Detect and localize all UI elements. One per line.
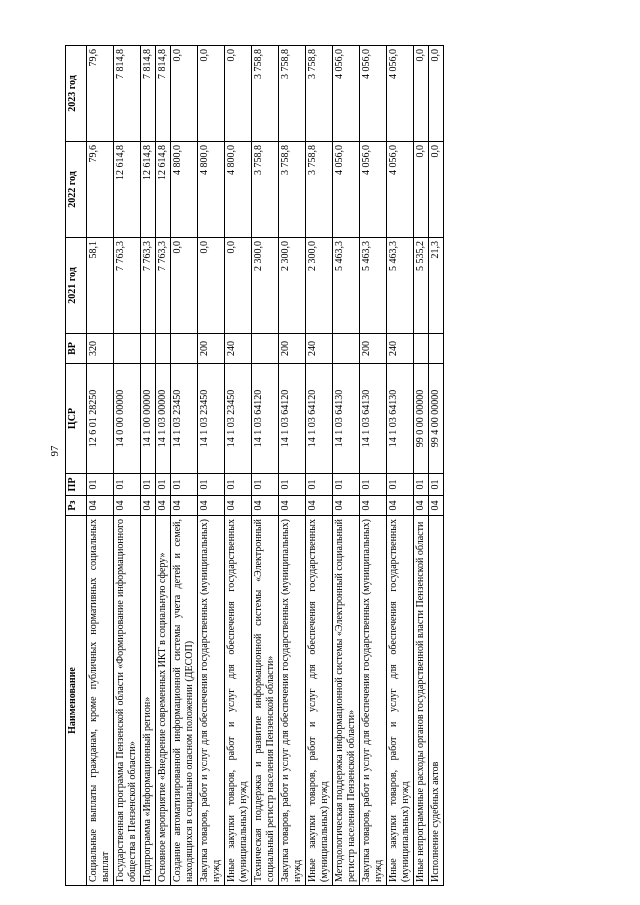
cell-2022: 0,0 bbox=[414, 142, 429, 238]
table-row bbox=[87, 46, 114, 886]
cell-name: Закупка товаров, работ и услуг для обеспечения государственных (муниципальных) нужд bbox=[279, 516, 306, 886]
cell-csr: 14 1 03 23450 bbox=[225, 364, 252, 474]
cell-csr: 14 1 03 64120 bbox=[252, 364, 279, 474]
cell-name: Методологическая поддержка информационной системы «Электронный социальный регистр населения Пензенской области» bbox=[333, 516, 360, 886]
cell-vr bbox=[252, 334, 279, 364]
table-row bbox=[387, 46, 414, 886]
cell-pr: 01 bbox=[252, 474, 279, 496]
cell-2021: 7 763,3 bbox=[156, 238, 171, 334]
header-2022: 2022 год bbox=[66, 142, 87, 238]
cell-vr bbox=[414, 334, 429, 364]
cell-2022: 4 056,0 bbox=[387, 142, 414, 238]
cell-name: Основное мероприятие «Внедрение современных ИКТ в социальную сферу» bbox=[156, 516, 171, 886]
cell-2023: 7 814,8 bbox=[156, 46, 171, 142]
cell-2023: 7 814,8 bbox=[141, 46, 156, 142]
cell-vr: 200 bbox=[198, 334, 225, 364]
cell-rz: 04 bbox=[87, 496, 114, 516]
cell-2023: 0,0 bbox=[429, 46, 444, 142]
cell-csr: 99 0 00 00000 bbox=[414, 364, 429, 474]
cell-name: Иные закупки товаров, работ и услуг для обеспечения государственных (муниципальных) нужд bbox=[225, 516, 252, 886]
cell-name: Иные закупки товаров, работ и услуг для обеспечения государственных (муниципальных) нужд bbox=[387, 516, 414, 886]
cell-2022: 12 614,8 bbox=[156, 142, 171, 238]
table-row bbox=[198, 46, 225, 886]
cell-2022: 12 614,8 bbox=[114, 142, 141, 238]
budget-table bbox=[65, 45, 444, 886]
cell-vr: 240 bbox=[225, 334, 252, 364]
cell-pr: 01 bbox=[306, 474, 333, 496]
cell-rz: 04 bbox=[171, 496, 198, 516]
cell-2021: 5 535,2 bbox=[414, 238, 429, 334]
cell-2022: 0,0 bbox=[429, 142, 444, 238]
cell-vr: 200 bbox=[360, 334, 387, 364]
header-vr: ВР bbox=[66, 334, 87, 364]
cell-2023: 7 814,8 bbox=[114, 46, 141, 142]
header-name: Наименование bbox=[66, 516, 87, 886]
cell-vr: 240 bbox=[387, 334, 414, 364]
cell-csr: 14 1 03 64130 bbox=[360, 364, 387, 474]
cell-2022: 3 758,8 bbox=[306, 142, 333, 238]
cell-2023: 0,0 bbox=[414, 46, 429, 142]
cell-2021: 7 763,3 bbox=[114, 238, 141, 334]
cell-rz: 04 bbox=[429, 496, 444, 516]
header-csr: ЦСР bbox=[66, 364, 87, 474]
cell-name: Техническая поддержка и развитие информационной системы «Электронный социальный регистр населения Пензенской области» bbox=[252, 516, 279, 886]
cell-2022: 4 800,0 bbox=[198, 142, 225, 238]
cell-pr: 01 bbox=[333, 474, 360, 496]
cell-vr: 320 bbox=[87, 334, 114, 364]
cell-2021: 7 763,3 bbox=[141, 238, 156, 334]
cell-name: Закупка товаров, работ и услуг для обеспечения государственных (муниципальных) нужд bbox=[198, 516, 225, 886]
cell-name: Социальные выплаты гражданам, кроме публичных нормативных социальных выплат bbox=[87, 516, 114, 886]
cell-2023: 79,6 bbox=[87, 46, 114, 142]
table-row bbox=[252, 46, 279, 886]
cell-pr: 01 bbox=[114, 474, 141, 496]
cell-vr bbox=[114, 334, 141, 364]
table-row bbox=[225, 46, 252, 886]
cell-2021: 2 300,0 bbox=[279, 238, 306, 334]
cell-vr: 240 bbox=[306, 334, 333, 364]
cell-vr bbox=[171, 334, 198, 364]
table-header-row bbox=[66, 46, 87, 886]
cell-2022: 4 800,0 bbox=[225, 142, 252, 238]
cell-2021: 0,0 bbox=[171, 238, 198, 334]
cell-2021: 0,0 bbox=[225, 238, 252, 334]
cell-vr bbox=[333, 334, 360, 364]
cell-2023: 3 758,8 bbox=[252, 46, 279, 142]
cell-csr: 14 0 00 00000 bbox=[114, 364, 141, 474]
table-row bbox=[279, 46, 306, 886]
cell-pr: 01 bbox=[414, 474, 429, 496]
cell-rz: 04 bbox=[306, 496, 333, 516]
cell-rz: 04 bbox=[414, 496, 429, 516]
cell-pr: 01 bbox=[87, 474, 114, 496]
cell-csr: 14 1 03 64130 bbox=[387, 364, 414, 474]
cell-name: Иные закупки товаров, работ и услуг для обеспечения государственных (муниципальных) нужд bbox=[306, 516, 333, 886]
header-2021: 2021 год bbox=[66, 238, 87, 334]
cell-rz: 04 bbox=[225, 496, 252, 516]
cell-csr: 14 1 00 00000 bbox=[141, 364, 156, 474]
cell-rz: 04 bbox=[387, 496, 414, 516]
cell-2023: 0,0 bbox=[225, 46, 252, 142]
cell-2023: 4 056,0 bbox=[360, 46, 387, 142]
cell-pr: 01 bbox=[279, 474, 306, 496]
cell-rz: 04 bbox=[114, 496, 141, 516]
cell-csr: 99 4 00 00000 bbox=[429, 364, 444, 474]
cell-vr bbox=[156, 334, 171, 364]
cell-rz: 04 bbox=[279, 496, 306, 516]
header-rz: Рз bbox=[66, 496, 87, 516]
cell-csr: 14 1 03 23450 bbox=[171, 364, 198, 474]
cell-pr: 01 bbox=[429, 474, 444, 496]
cell-rz: 04 bbox=[141, 496, 156, 516]
cell-2022: 12 614,8 bbox=[141, 142, 156, 238]
table-row bbox=[156, 46, 171, 886]
cell-2023: 3 758,8 bbox=[306, 46, 333, 142]
cell-csr: 12 6 01 28250 bbox=[87, 364, 114, 474]
table-row bbox=[114, 46, 141, 886]
page-number: 97 bbox=[49, 445, 61, 457]
cell-2021: 0,0 bbox=[198, 238, 225, 334]
cell-pr: 01 bbox=[360, 474, 387, 496]
cell-csr: 14 1 03 64120 bbox=[306, 364, 333, 474]
cell-2023: 0,0 bbox=[198, 46, 225, 142]
cell-csr: 14 1 03 23450 bbox=[198, 364, 225, 474]
header-pr: ПР bbox=[66, 474, 87, 496]
cell-pr: 01 bbox=[171, 474, 198, 496]
cell-pr: 01 bbox=[156, 474, 171, 496]
cell-2022: 4 056,0 bbox=[333, 142, 360, 238]
cell-2021: 5 463,3 bbox=[360, 238, 387, 334]
cell-vr bbox=[141, 334, 156, 364]
cell-name: Исполнение судебных актов bbox=[429, 516, 444, 886]
cell-2022: 3 758,8 bbox=[279, 142, 306, 238]
cell-pr: 01 bbox=[225, 474, 252, 496]
cell-name: Подпрограмма «Информационный регион» bbox=[141, 516, 156, 886]
cell-pr: 01 bbox=[141, 474, 156, 496]
cell-vr bbox=[429, 334, 444, 364]
cell-2021: 2 300,0 bbox=[252, 238, 279, 334]
cell-name: Иные непрограммные расходы органов государственной власти Пензенской области bbox=[414, 516, 429, 886]
cell-rz: 04 bbox=[198, 496, 225, 516]
cell-2023: 3 758,8 bbox=[279, 46, 306, 142]
cell-csr: 14 1 03 00000 bbox=[156, 364, 171, 474]
cell-rz: 04 bbox=[333, 496, 360, 516]
cell-2021: 2 300,0 bbox=[306, 238, 333, 334]
cell-name: Государственная программа Пензенской области «Формирование информационного общества в Пензенской области» bbox=[114, 516, 141, 886]
table-row bbox=[306, 46, 333, 886]
cell-2021: 5 463,3 bbox=[387, 238, 414, 334]
cell-2022: 4 800,0 bbox=[171, 142, 198, 238]
rotated-table-container bbox=[65, 46, 590, 886]
cell-2022: 79,6 bbox=[87, 142, 114, 238]
table-row bbox=[141, 46, 156, 886]
table-row bbox=[333, 46, 360, 886]
cell-2022: 3 758,8 bbox=[252, 142, 279, 238]
cell-2021: 58,1 bbox=[87, 238, 114, 334]
cell-rz: 04 bbox=[360, 496, 387, 516]
cell-2021: 21,3 bbox=[429, 238, 444, 334]
cell-2023: 0,0 bbox=[171, 46, 198, 142]
header-2023: 2023 год bbox=[66, 46, 87, 142]
cell-2023: 4 056,0 bbox=[387, 46, 414, 142]
cell-2021: 5 463,3 bbox=[333, 238, 360, 334]
cell-2022: 4 056,0 bbox=[360, 142, 387, 238]
cell-pr: 01 bbox=[198, 474, 225, 496]
cell-2023: 4 056,0 bbox=[333, 46, 360, 142]
cell-csr: 14 1 03 64120 bbox=[279, 364, 306, 474]
cell-vr: 200 bbox=[279, 334, 306, 364]
table-row bbox=[414, 46, 429, 886]
cell-rz: 04 bbox=[156, 496, 171, 516]
table-row bbox=[360, 46, 387, 886]
cell-csr: 14 1 03 64130 bbox=[333, 364, 360, 474]
table-row bbox=[429, 46, 444, 886]
cell-pr: 01 bbox=[387, 474, 414, 496]
table-row bbox=[171, 46, 198, 886]
cell-name: Создание автоматизированной информационной системы учета детей и семей, находящихся в социально опасном положении (ДЕСОП) bbox=[171, 516, 198, 886]
cell-rz: 04 bbox=[252, 496, 279, 516]
cell-name: Закупка товаров, работ и услуг для обеспечения государственных (муниципальных) нужд bbox=[360, 516, 387, 886]
